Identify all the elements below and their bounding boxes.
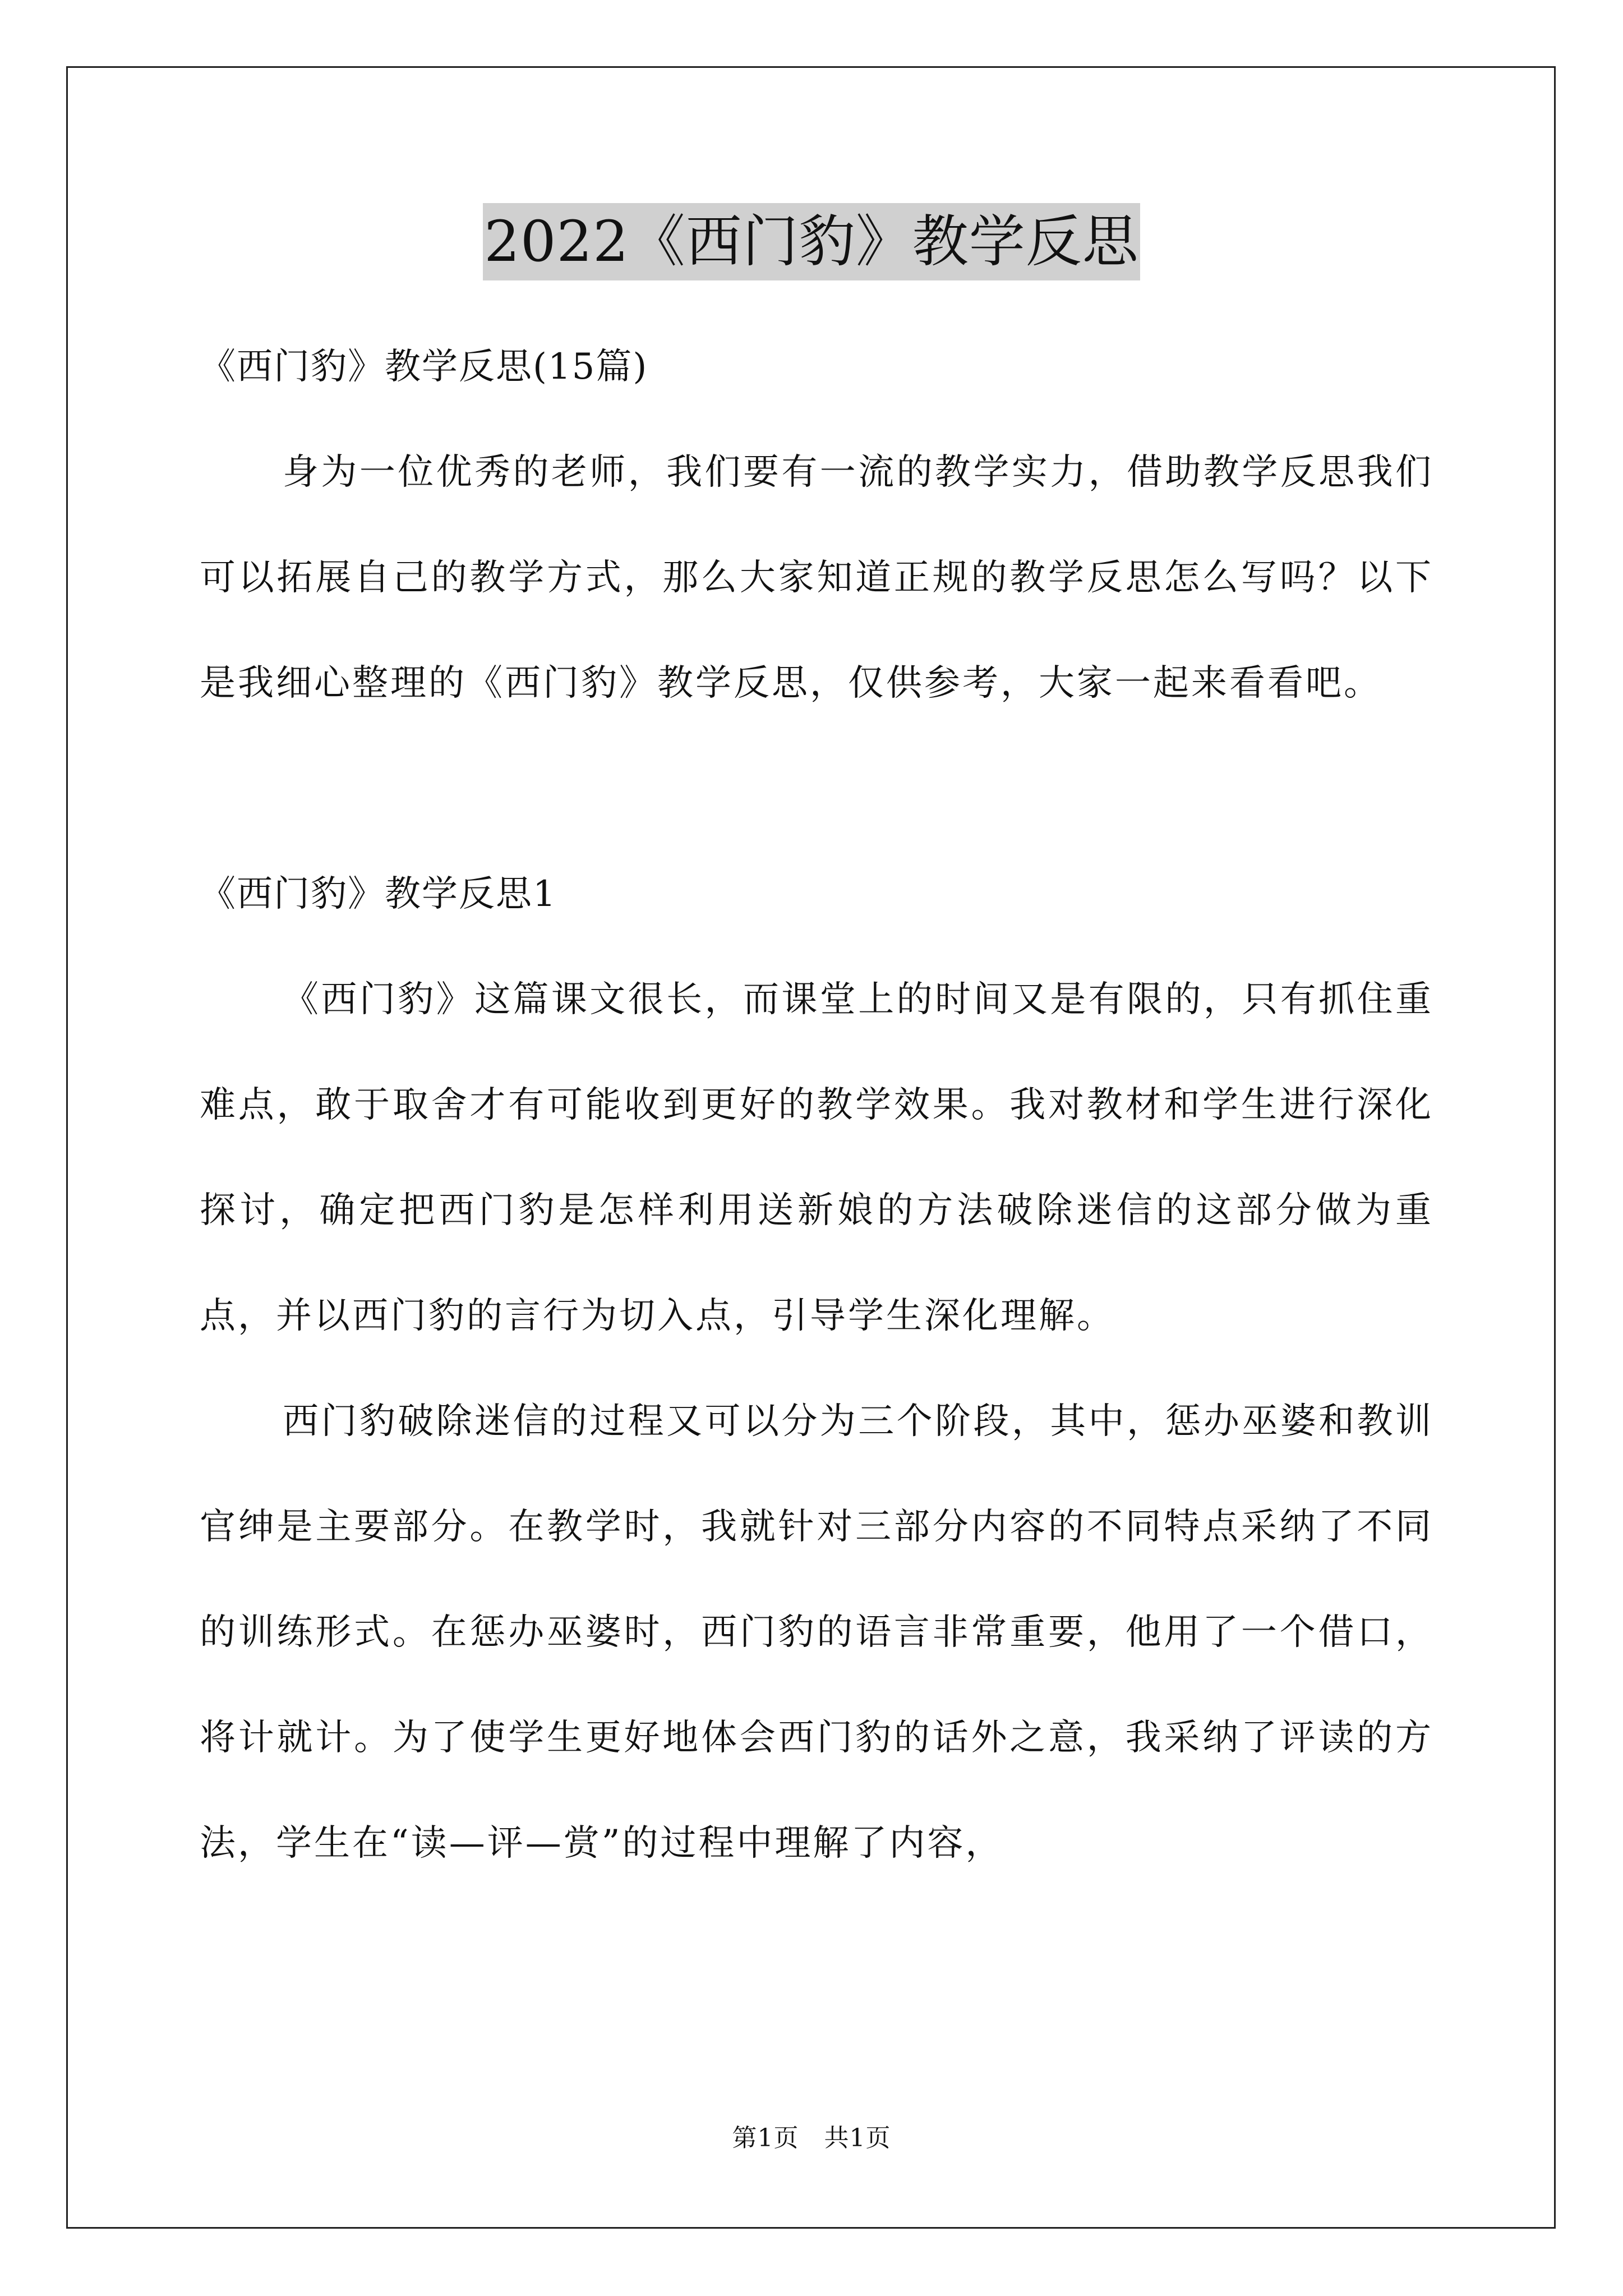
document-body [200,314,1433,1896]
document-title: 2022《西门豹》教学反思 [483,203,1140,280]
page-footer: 第1页 共1页 [732,2124,891,2152]
intro-paragraph: 身为一位优秀的老师，我们要有一流的教学实力，借助教学反思我们可以拓展自己的教学方式，那么大家知道正规的教学反思怎么写吗？以下是我细心整理的《西门豹》教学反思，仅供参考，大家一起来看看吧。 [200,452,1433,704]
body-paragraph-1: 《西门豹》这篇课文很长，而课堂上的时间又是有限的，只有抓住重难点，敢于取舍才有可能收到更好的教学效果。我对教材和学生进行深化探讨，确定把西门豹是怎样利用送新娘的方法破除迷信的这部分做为重点，并以西门豹的言行为切入点，引导学生深化理解。 [200,979,1433,1337]
title-wrap [0,203,1623,280]
document-subtitle: 《西门豹》教学反思(15篇) [200,346,648,388]
section-gap [200,736,1433,841]
section-heading: 《西门豹》教学反思1 [200,873,557,915]
body-paragraph-2: 西门豹破除迷信的过程又可以分为三个阶段，其中，惩办巫婆和教训官绅是主要部分。在教学时，我就针对三部分内容的不同特点采纳了不同的训练形式。在惩办巫婆时，西门豹的语言非常重要，他用了一个借口，将计就计。为了使学生更好地体会西门豹的话外之意，我采纳了评读的方法，学生在“读—评—赏”的过程中理解了内容， [200,1401,1433,1864]
